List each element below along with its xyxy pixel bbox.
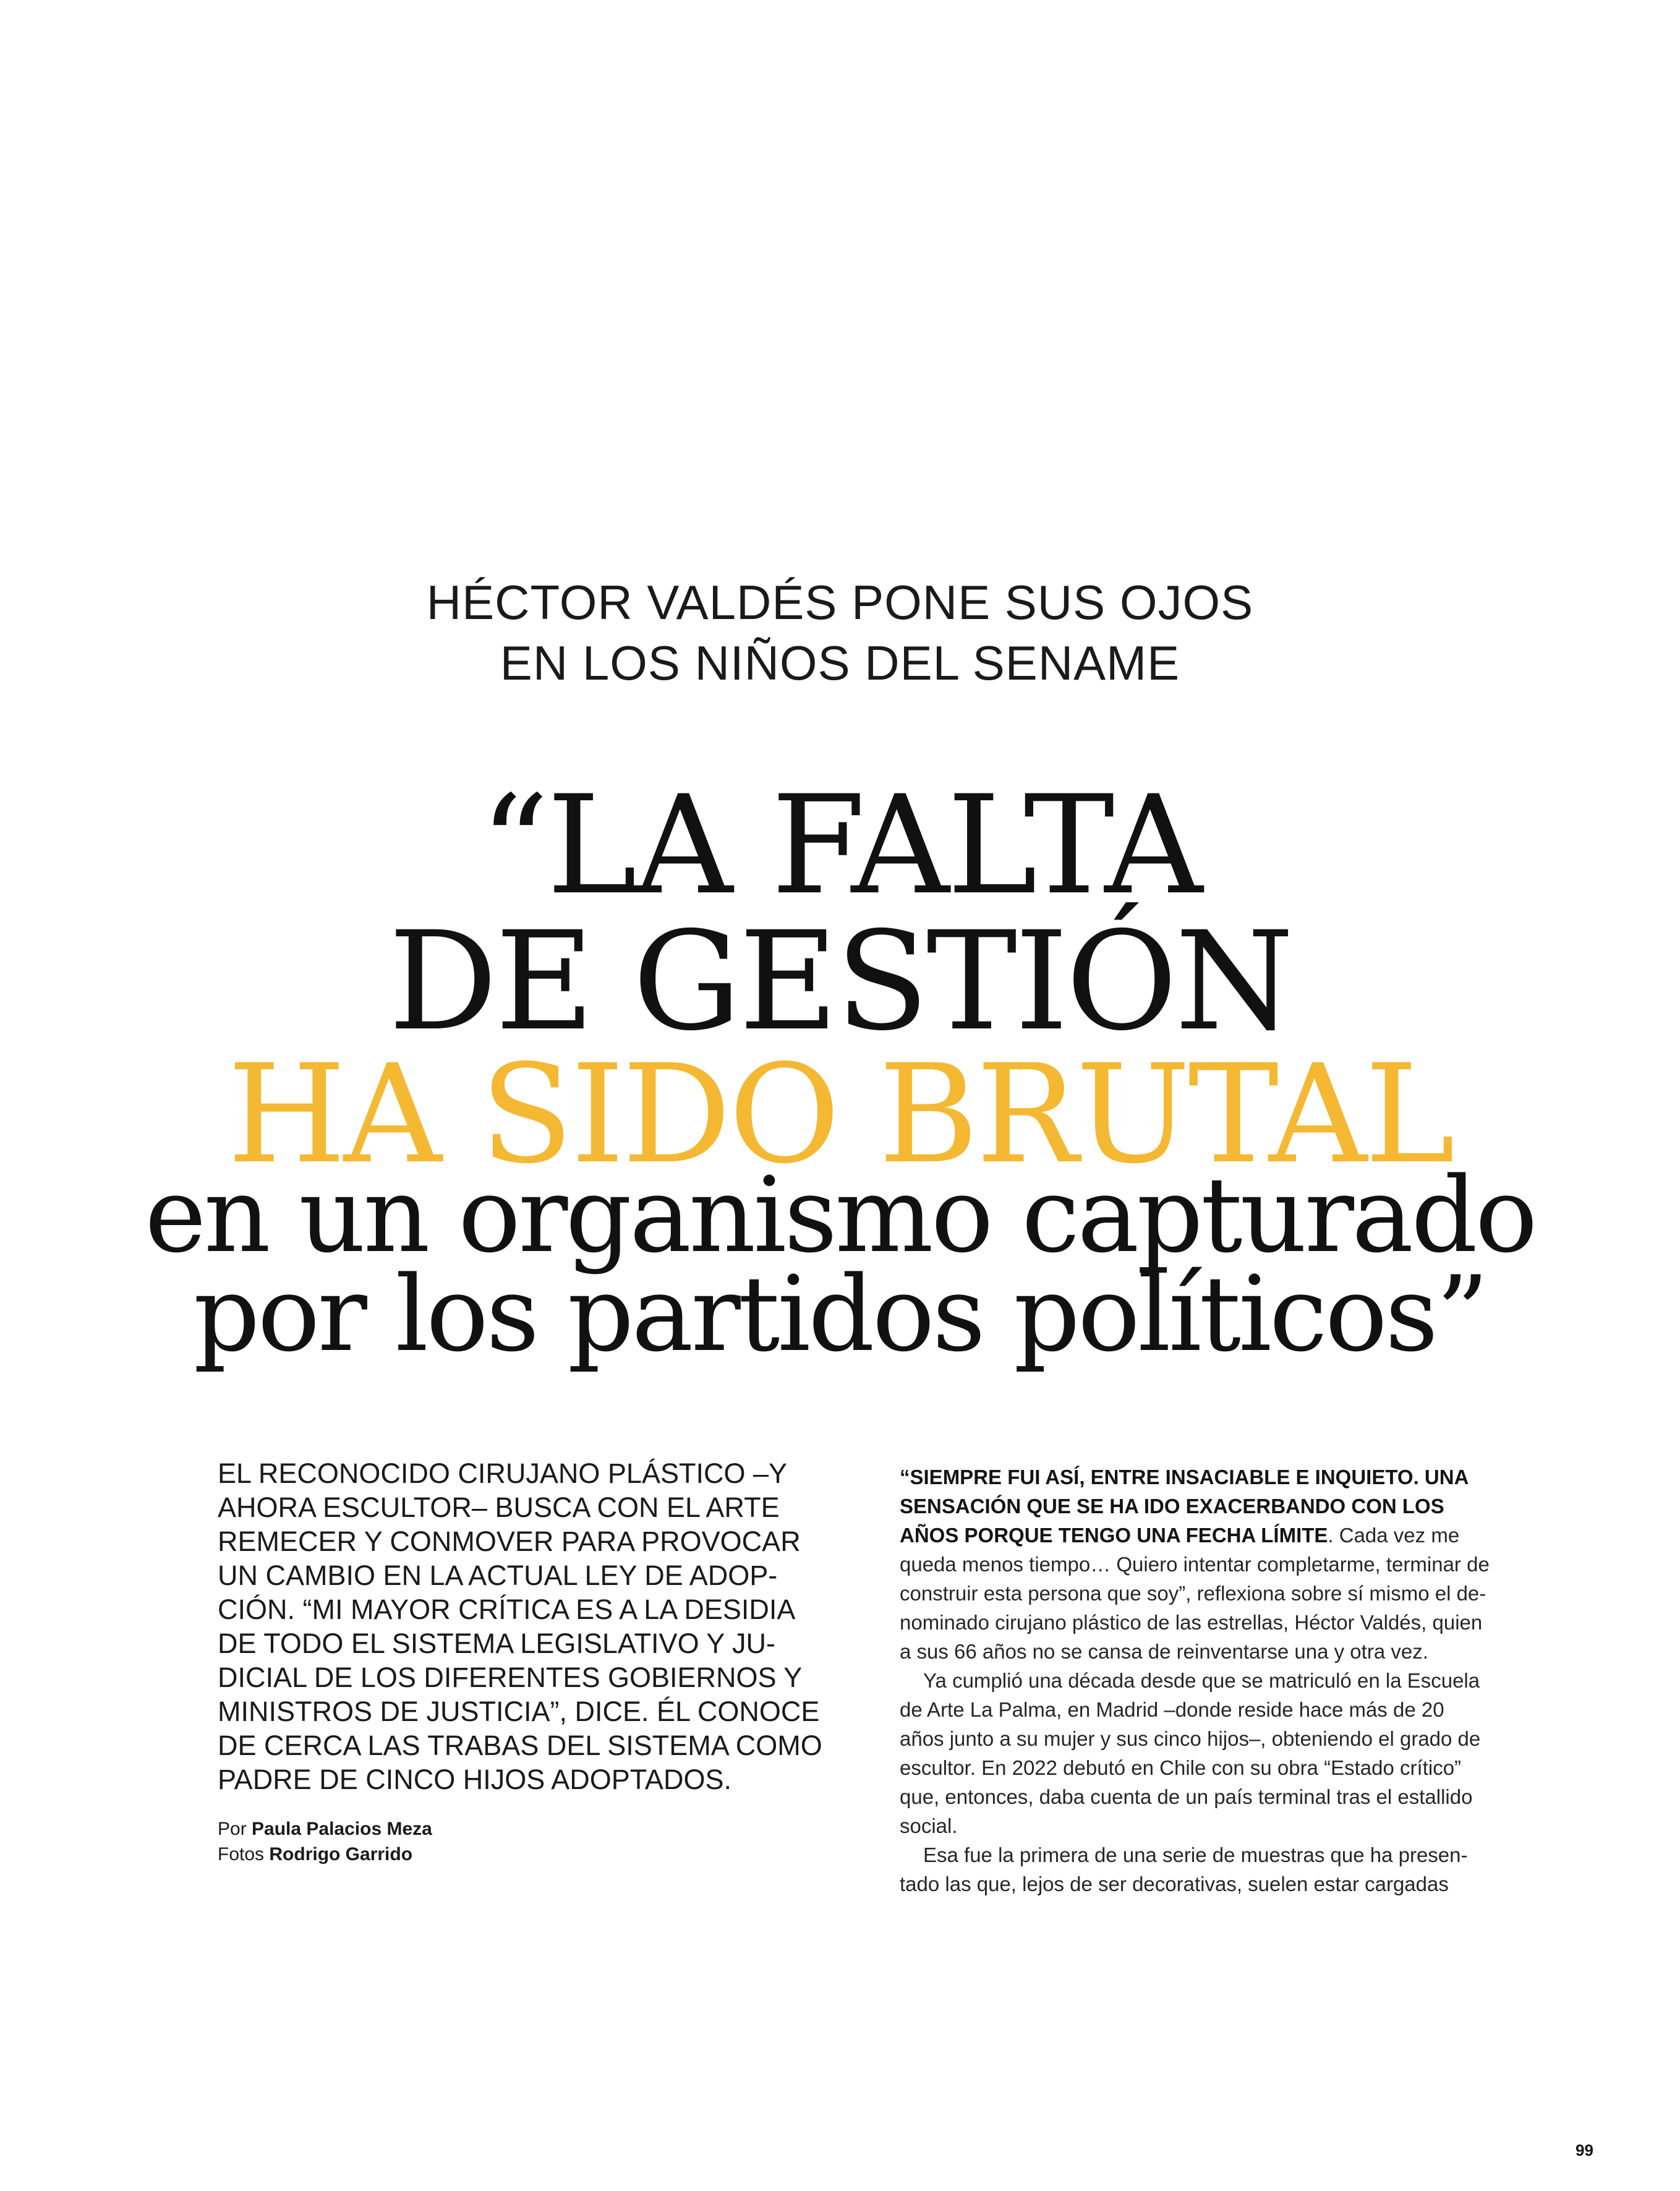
headline-line-4: en un organismo capturado <box>145 1155 1535 1276</box>
lede-line: DE CERCA LAS TRABAS DEL SISTEMA COMO <box>218 1730 822 1761</box>
body-lead-line-mixed <box>900 1521 1555 1550</box>
body-line: social. <box>900 1814 958 1837</box>
lede-line: DICIAL DE LOS DIFERENTES GOBIERNOS Y <box>218 1662 803 1693</box>
author-prefix: Por <box>218 1819 247 1839</box>
body-line: tado las que, lejos de ser decorativas, suelen estar cargadas <box>900 1873 1449 1895</box>
lede-line: MINISTROS DE JUSTICIA”, DICE. ÉL CONOCE <box>218 1696 820 1727</box>
headline-line-5: por los partidos políticos” <box>193 1254 1487 1375</box>
kicker <box>0 572 1680 693</box>
body-line: a sus 66 años no se cansa de reinventarse una y otra vez. <box>900 1640 1428 1663</box>
lede-line: DE TODO EL SISTEMA LEGISLATIVO Y JU- <box>218 1628 775 1659</box>
body-line: queda menos tiempo… Quiero intentar completarme, terminar de <box>900 1553 1490 1576</box>
lede-line: PADRE DE CINCO HIJOS ADOPTADOS. <box>218 1764 731 1795</box>
lede-paragraph <box>218 1456 842 1796</box>
body-line: nominado cirujano plástico de las estrellas, Héctor Valdés, quien <box>900 1611 1483 1634</box>
body-lead-line: “SIEMPRE FUI ASÍ, ENTRE INSACIABLE E INQUIETO. UNA <box>900 1466 1469 1488</box>
kicker-line-1: HÉCTOR VALDÉS PONE SUS OJOS <box>426 575 1254 630</box>
body-lead-rest: . Cada vez me <box>1328 1524 1460 1547</box>
body-line: escultor. En 2022 debutó en Chile con su obra “Estado crítico” <box>900 1756 1462 1779</box>
kicker-line-2: EN LOS NIÑOS DEL SENAME <box>500 636 1180 690</box>
lede-line: UN CAMBIO EN LA ACTUAL LEY DE ADOP- <box>218 1560 778 1591</box>
page-number: 99 <box>1576 2141 1593 2159</box>
headline-line-1: “LA FALTA <box>479 766 1201 925</box>
lede-line: EL RECONOCIDO CIRUJANO PLÁSTICO –Y <box>218 1458 788 1489</box>
author-name: Paula Palacios Meza <box>252 1819 432 1839</box>
headline-line-2: DE GESTIÓN <box>388 902 1292 1061</box>
lede-line: REMECER Y CONMOVER PARA PROVOCAR <box>218 1526 801 1557</box>
body-column <box>900 1463 1555 1898</box>
body-paragraph-start: Ya cumplió una década desde que se matriculó en la Escuela <box>923 1669 1480 1692</box>
body-lead-bold: AÑOS PORQUE TENGO UNA FECHA LÍMITE <box>900 1524 1328 1547</box>
body-line: que, entonces, daba cuenta de un país terminal tras el estallido <box>900 1785 1473 1808</box>
author-credit <box>218 1816 774 1842</box>
credits <box>218 1816 774 1867</box>
photos-prefix: Fotos <box>218 1844 265 1864</box>
body-line: construir esta persona que soy”, reflexiona sobre sí mismo el de- <box>900 1582 1486 1605</box>
body-line: de Arte La Palma, en Madrid –donde reside hace más de 20 <box>900 1698 1444 1721</box>
body-line: años junto a su mujer y sus cinco hijos–, obteniendo el grado de <box>900 1727 1481 1750</box>
lede-line: CIÓN. “MI MAYOR CRÍTICA ES A LA DESIDIA <box>218 1594 796 1625</box>
photo-credit <box>218 1842 774 1867</box>
body-lead-line: SENSACIÓN QUE SE HA IDO EXACERBANDO CON LOS <box>900 1495 1444 1518</box>
body-paragraph-start: Esa fue la primera de una serie de muestras que ha presen- <box>923 1843 1468 1866</box>
headline-accent-line: HA SIDO BRUTAL <box>227 1035 1453 1194</box>
photographer-name: Rodrigo Garrido <box>269 1844 413 1864</box>
lede-line: AHORA ESCULTOR– BUSCA CON EL ARTE <box>218 1492 780 1523</box>
